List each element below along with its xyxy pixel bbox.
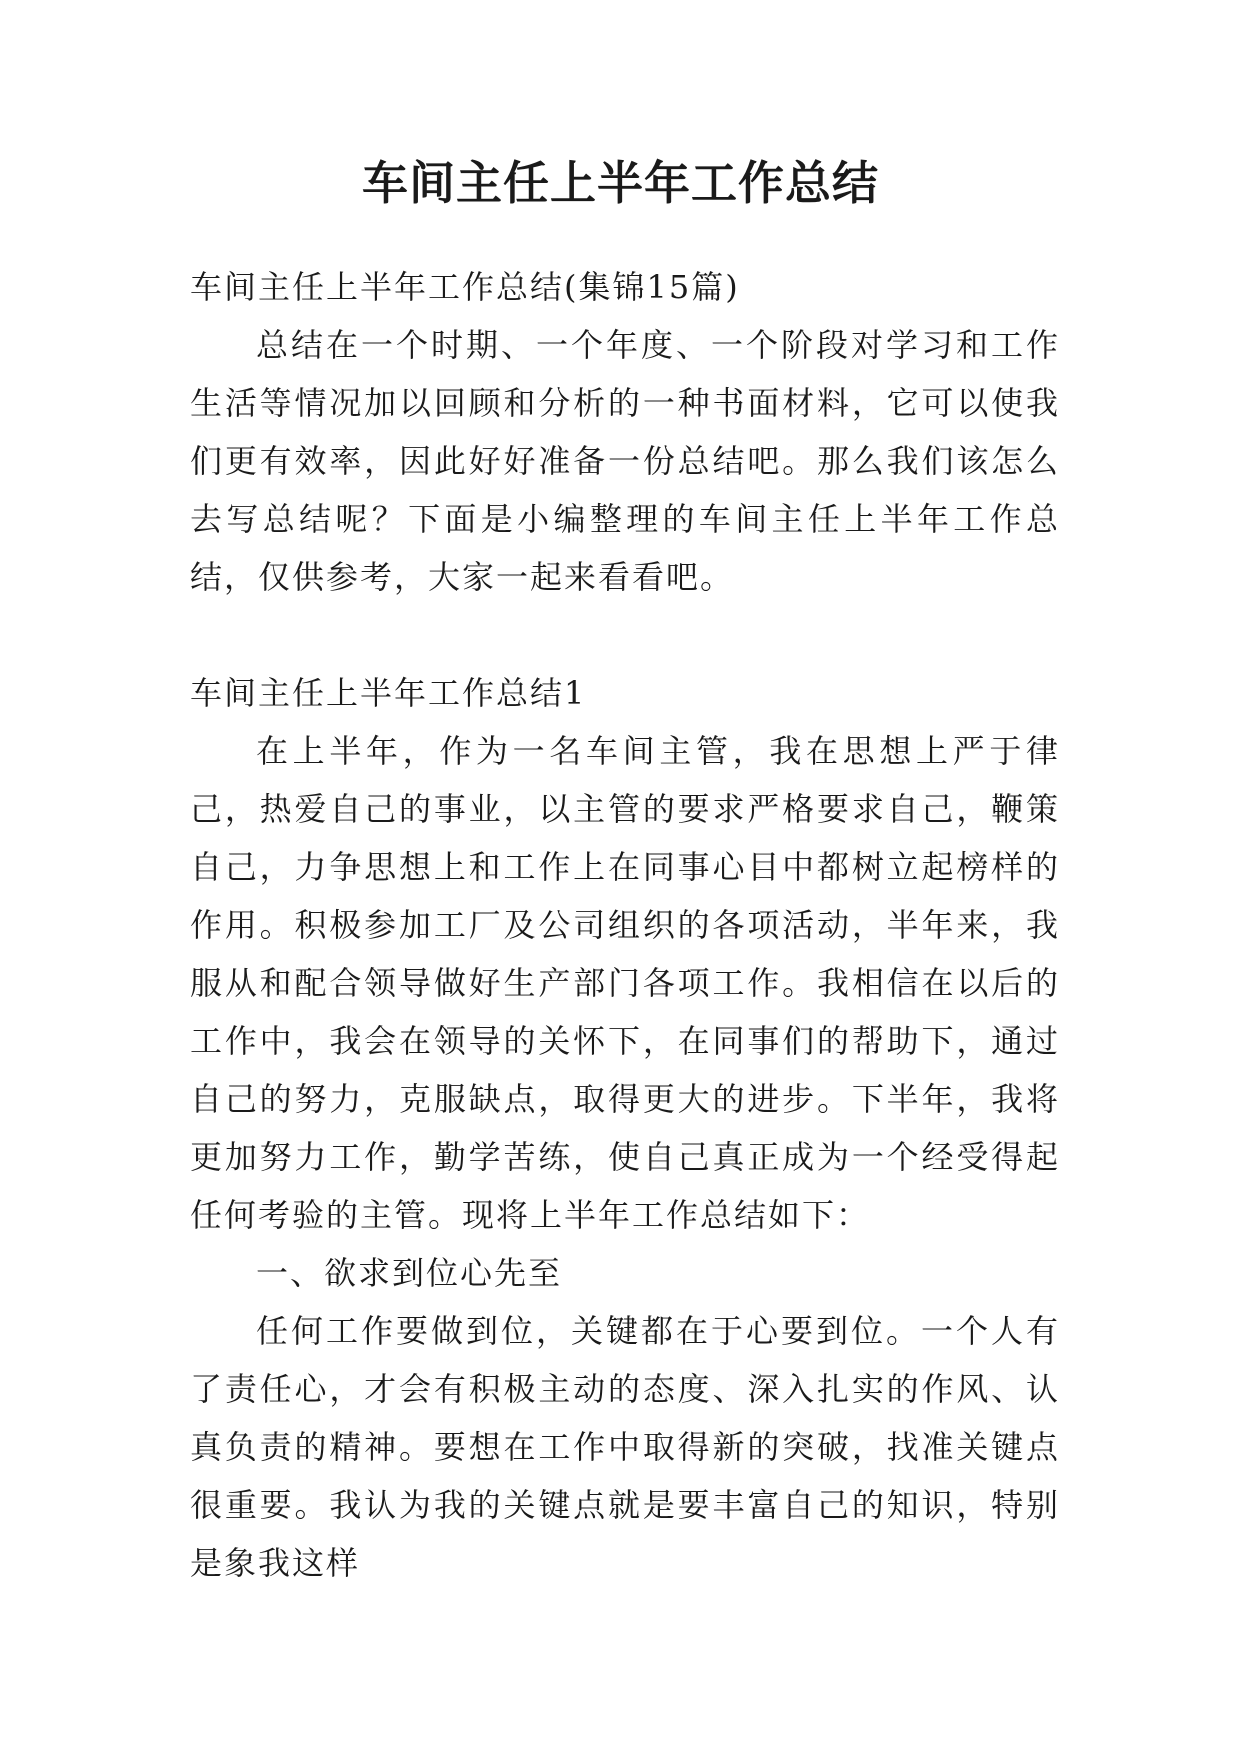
document-title: 车间主任上半年工作总结 — [362, 156, 879, 210]
subheading: 一、欲求到位心先至 — [256, 1254, 563, 1292]
document-body — [190, 258, 1060, 1592]
collection-heading: 车间主任上半年工作总结(集锦15篇) — [190, 268, 740, 306]
intro-paragraph: 总结在一个时期、一个年度、一个阶段对学习和工作生活等情况加以回顾和分析的一种书面材料，它可以使我们更有效率，因此好好准备一份总结吧。那么我们该怎么去写总结呢？下面是小编整理的车间主任上半年工作总结，仅供参考，大家一起来看看吧。 — [190, 326, 1060, 596]
section-paragraph: 任何工作要做到位，关键都在于心要到位。一个人有了责任心，才会有积极主动的态度、深入扎实的作风、认真负责的精神。要想在工作中取得新的突破，找准关键点很重要。我认为我的关键点就是要丰富自己的知识，特别是象我这样 — [190, 1312, 1060, 1582]
section-heading: 车间主任上半年工作总结1 — [190, 674, 587, 712]
paragraph-spacer — [190, 606, 1060, 664]
section-paragraph: 在上半年，作为一名车间主管，我在思想上严于律己，热爱自己的事业，以主管的要求严格要求自己，鞭策自己，力争思想上和工作上在同事心目中都树立起榜样的作用。积极参加工厂及公司组织的各项活动，半年来，我服从和配合领导做好生产部门各项工作。我相信在以后的工作中，我会在领导的关怀下，在同事们的帮助下，通过自己的努力，克服缺点，取得更大的进步。下半年，我将更加努力工作，勤学苦练，使自己真正成为一个经受得起任何考验的主管。现将上半年工作总结如下： — [190, 732, 1060, 1234]
